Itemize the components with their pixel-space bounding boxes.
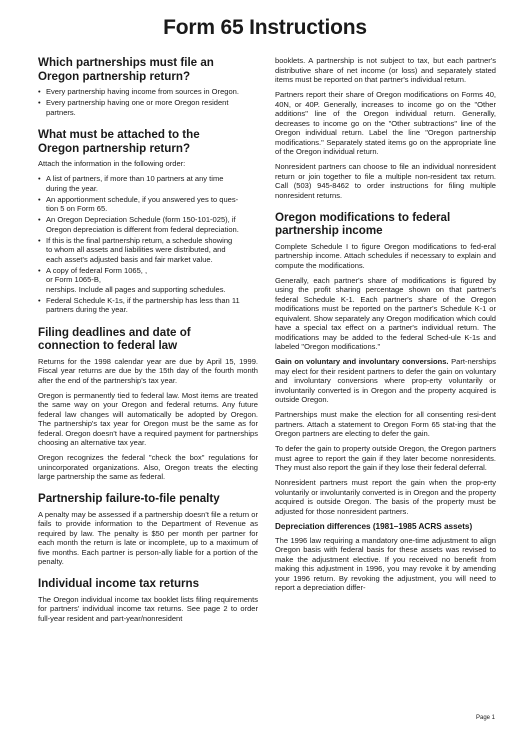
list-item: • Every partnership having one or more Oregon resident partners. (38, 98, 258, 117)
section-heading-penalty: Partnership failure-to-file penalty (38, 492, 220, 505)
subheading-depreciation: Depreciation differences (1981–1985 ACRS assets) (275, 521, 473, 531)
paragraph: Generally, each partner's share of modifications is figured by using the profit sharing percentage shown on that partner's federal Schedule K-1. Each partner's share of the Oregon modifications must be reported on the partner's Schedule K-1 or equivalent. Show separately any Oregon modification which could have a special tax effect on a partner's individual return. The modifications may be added to the federal Sched-ule K-1s and labeled "Oregon modifications." (275, 275, 496, 351)
paragraph: The 1996 law requiring a mandatory one-time adjustment to align Oregon basis with federal basis for these assets was revised to make the adjustment elective. If you received no benefit from making this adjustment in 1996, you may revoke it by amending your 1996 return. By revoking the adjustment, you will need to report a depreciation differ- (275, 535, 496, 592)
attachments-list (38, 174, 258, 315)
list-item: • Federal Schedule K-1s, if the partnership has less than 11 partners during the year. (38, 296, 258, 315)
gain-runin-heading: Gain on voluntary and involuntary conversions. (275, 357, 449, 366)
attachments-intro: Attach the information in the following order: (38, 159, 186, 168)
section-heading-filing-deadlines: Filing deadlines and date of connection to federal law (38, 325, 191, 352)
list-item: • A list of partners, if more than 10 partners at any time during the year. (38, 174, 258, 193)
gain-paragraph (275, 357, 496, 405)
paragraph: Nonresident partners must report the gain when the prop-erty voluntarily or involuntarily converted is in Oregon and the property acquired is outside Oregon. The basis of the property must be adjusted for those nonresident partners. (275, 478, 496, 516)
paragraph: Oregon recognizes the federal "check the box" regulations for unincorporated organizations. Also, Oregon treats the electing large partnership the same as federal. (38, 453, 258, 481)
section-heading-who-must-file: Which partnerships must file an Oregon partnership return? (38, 56, 214, 83)
paragraph: Oregon is permanently tied to federal law. Most items are treated the same way on your Oregon and federal returns. Any future federal law changes will automatically be adopted by Oregon. The partnership's tax year for Oregon must be the same as for federal. Oregon doesn't have a required payment for partnerships choosing an alternative tax year. (38, 390, 258, 447)
paragraph: Partners report their share of Oregon modifications on Forms 40, 40N, or 40P. Generally, increases to income go on the "Other additions" line of the Oregon individual return. Generally, decreases to income go on the "Other subtractions" line of the Oregon individual return. Label the line "Oregon partnership modifications." Separately stated items go on the appropriate line of the Oregon individual return. (275, 90, 496, 156)
paragraph: Returns for the 1998 calendar year are due by April 15, 1999. Fiscal year returns are due by the 15th day of the fourth month after the end of the partnership's tax year. (38, 356, 258, 385)
page-title: Form 65 Instructions (163, 16, 367, 39)
list-item: • An apportionment schedule, if you answered yes to ques- tion 5 on Form 65. (38, 195, 258, 214)
paragraph: The Oregon individual income tax booklet lists filing requirements for partners' individual income tax returns. See page 2 to order full-year resident and part-year/nonresident (38, 594, 258, 623)
list-item: • A copy of federal Form 1065, , or Form 1065-B, nerships. Include all pages and supporting schedules. (38, 266, 258, 295)
paragraph: Partnerships must make the election for all consenting resi-dent partners. Attach a statement to Oregon Form 65 stat-ing that the Oregon partners are electing to defer the gain. (275, 410, 496, 438)
left-column (38, 56, 258, 629)
paragraph: booklets. A partnership is not subject to tax, but each partner's distributive share of net income (or loss) and separately stated items must be reported on that partner's individual return. (275, 56, 496, 84)
paragraph: Complete Schedule I to figure Oregon modifications to fed-eral partnership income. Attach schedules if necessary to explain and compute the modifications. (275, 241, 496, 270)
list-item: • An Oregon Depreciation Schedule (form 150-101-025), if Oregon depreciation is different from federal depreciation. (38, 215, 258, 234)
list-item: • Every partnership having income from sources in Oregon. (38, 87, 258, 97)
list-item: • If this is the final partnership return, a schedule showing to whom all assets and liabilities were distributed, and each asset's adjusted basis and fair market value. (38, 236, 258, 265)
paragraph: Nonresident partners can choose to file an individual nonresident return or join together to file a multiple non-resident tax return. Call (503) 945-8462 to order instructions for filing multiple nonresident returns. (275, 162, 496, 200)
who-must-file-list (38, 87, 258, 117)
section-heading-attachments: What must be attached to the Oregon partnership return? (38, 128, 200, 155)
right-column (275, 56, 496, 598)
section-heading-individual-returns: Individual income tax returns (38, 577, 200, 590)
gain-text: Part-nerships may elect for their resident partners to defer the gain on voluntary and involuntary conversions where prop-erty voluntarily or involuntarily converted is in Oregon and the property acquired is outside Oregon. (275, 357, 496, 404)
section-heading-oregon-modifications: Oregon modifications to federal partnership income (275, 210, 451, 237)
paragraph: A penalty may be assessed if a partnership doesn't file a return or fails to provide information to the Department of Revenue as required by law. The penalty is $50 per month per partner for each month the return is late or incomplete, up to a maximum of five months. Each partner is person-ally liable for a portion of the penalty. (38, 509, 258, 566)
page-number: Page 1 (476, 715, 496, 721)
paragraph: To defer the gain to property outside Oregon, the Oregon partners must agree to report the gain if they later become nonresidents. They must also report the gain if they lose their federal deferral. (275, 444, 496, 472)
